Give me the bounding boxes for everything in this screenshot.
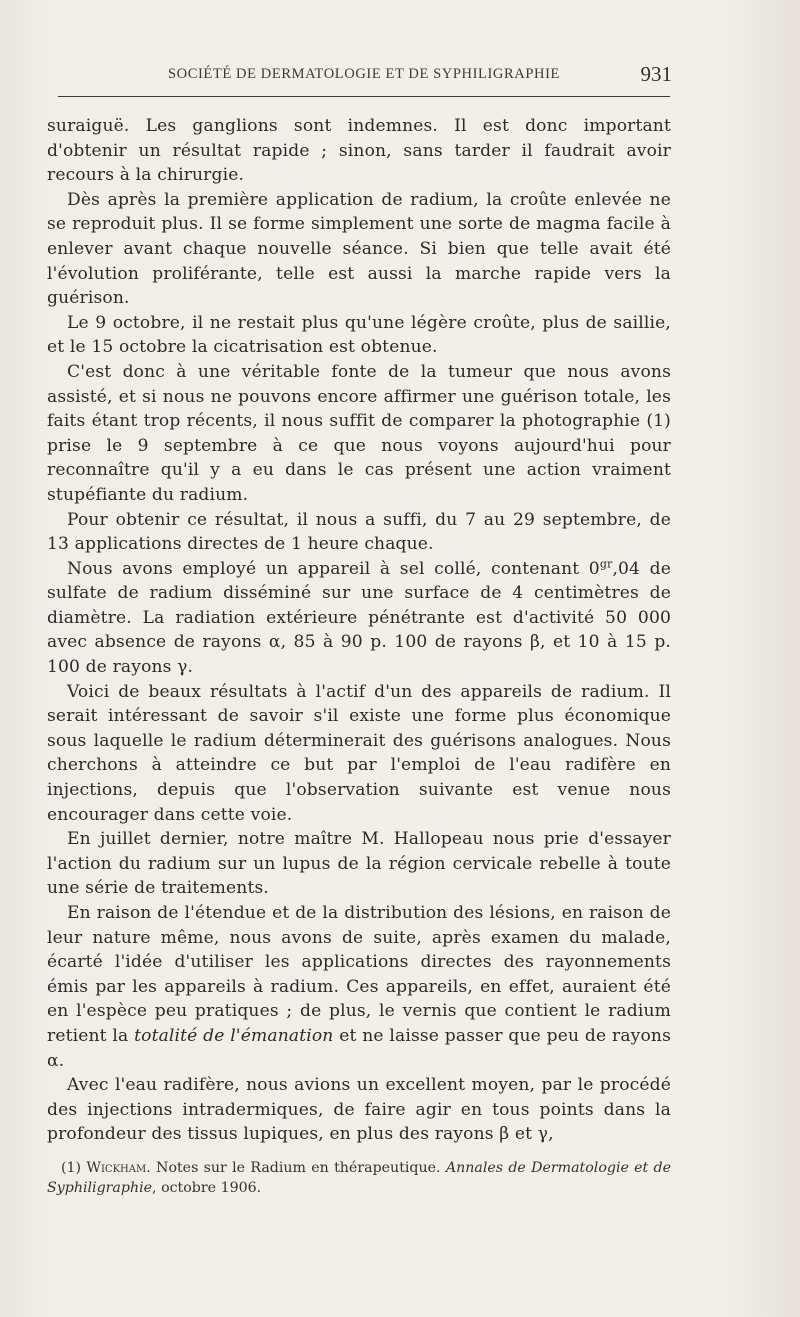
paragraph-1: suraiguë. Les ganglions sont indemnes. Il est donc important d'obtenir un résultat rapide ; sinon, sans tarder il faudrait avoir recours à la chirurgie. (47, 116, 671, 186)
paragraph-4: C'est donc à une véritable fonte de la tumeur que nous avons assisté, et si nous ne pouvons encore affirmer une guérison totale, les faits étant trop récents, il nous suffit de comparer la photographie (1) prise le 9 septembre à ce que nous voyons aujourd'hui pour reconnaître qu'il y a eu dans le cas présent une action vraiment stupéfiante du radium. (47, 361, 671, 505)
paragraph-5: Pour obtenir ce résultat, il nous a suffi, du 7 au 29 septembre, de 13 applications directes de 1 heure chaque. (47, 509, 671, 555)
footnote-author: Wickham (86, 1160, 147, 1176)
paragraph-9-after: et ne laisse passer que peu de rayons α. (47, 1025, 671, 1071)
paragraph-6-after: ,04 de sulfate de radium disséminé sur une surface de 4 centimètres de diamètre. La radiation extérieure pénétrante est d'activité 50 000 avec absence de rayons α, 85 à 90 p. 100 de rayons β, et 10 à 15 p. 100 de rayons γ. (47, 558, 671, 678)
paragraph-10: Avec l'eau radifère, nous avions un excellent moyen, par le procédé des injections intradermiques, de faire agir en tous points dans la profondeur des tissus lupiques, en plus des rayons β et γ, (47, 1075, 671, 1145)
paragraph-7: Voici de beaux résultats à l'actif d'un des appareils de radium. Il serait intéressant de savoir s'il existe une forme plus économique sous laquelle le radium déterminerait des guérisons analogues. Nous cherchons à atteindre ce but par l'emploi de l'eau radifère en injections, depuis que l'observation suivante est venue nous encourager dans cette voie. (47, 681, 671, 825)
footnote-journal: Annales de Dermatologie et de Syphiligraphie (47, 1160, 672, 1196)
paragraph-9 (47, 901, 671, 1073)
running-head: SOCIÉTÉ DE DERMATOLOGIE ET DE SYPHILIGRAPHIE (168, 66, 560, 82)
paragraph-6 (47, 557, 671, 680)
page-header (48, 62, 672, 92)
paragraph-3: Le 9 octobre, il ne restait plus qu'une légère croûte, plus de saillie, et le 15 octobre la cicatrisation est obtenue. (47, 312, 671, 358)
gram-superscript: gr (599, 557, 613, 570)
paragraph-2: Dès après la première application de radium, la croûte enlevée ne se reproduit plus. Il se forme simplement une sorte de magma facile à enlever avant chaque nouvelle séance. Si bien que telle avait été l'évolution proliférante, telle est aussi la marche rapide vers la guérison. (47, 189, 671, 309)
header-rule (58, 96, 670, 97)
paragraph-6-before: Nous avons employé un appareil à sel collé, contenant 0 (67, 558, 600, 579)
footnotes (47, 1158, 671, 1198)
paragraph-8: En juillet dernier, notre maître M. Hallopeau nous prie d'essayer l'action du radium sur un lupus de la région cervicale rebelle à toute une série de traitements. (47, 829, 671, 899)
footnote-1 (47, 1158, 671, 1198)
footnote-date: , octobre 1906. (152, 1180, 262, 1196)
page-number: 931 (640, 62, 672, 86)
paragraph-9-italic: totalité de l'émanation (134, 1025, 334, 1046)
paragraph-9-before: En raison de l'étendue et de la distribution des lésions, en raison de leur nature même, nous avons de suite, après examen du malade, écarté l'idée d'utiliser les applications directes des rayonnements émis par les appareils à radium. Ces appareils, en effet, auraient été en l'espèce peu pratiques ; de plus, le vernis que contient le radium retient la (47, 903, 671, 1046)
footnote-marker: (1) (61, 1160, 87, 1176)
footnote-text: . Notes sur le Radium en thérapeutique. (146, 1160, 446, 1176)
body-text (47, 114, 671, 1147)
